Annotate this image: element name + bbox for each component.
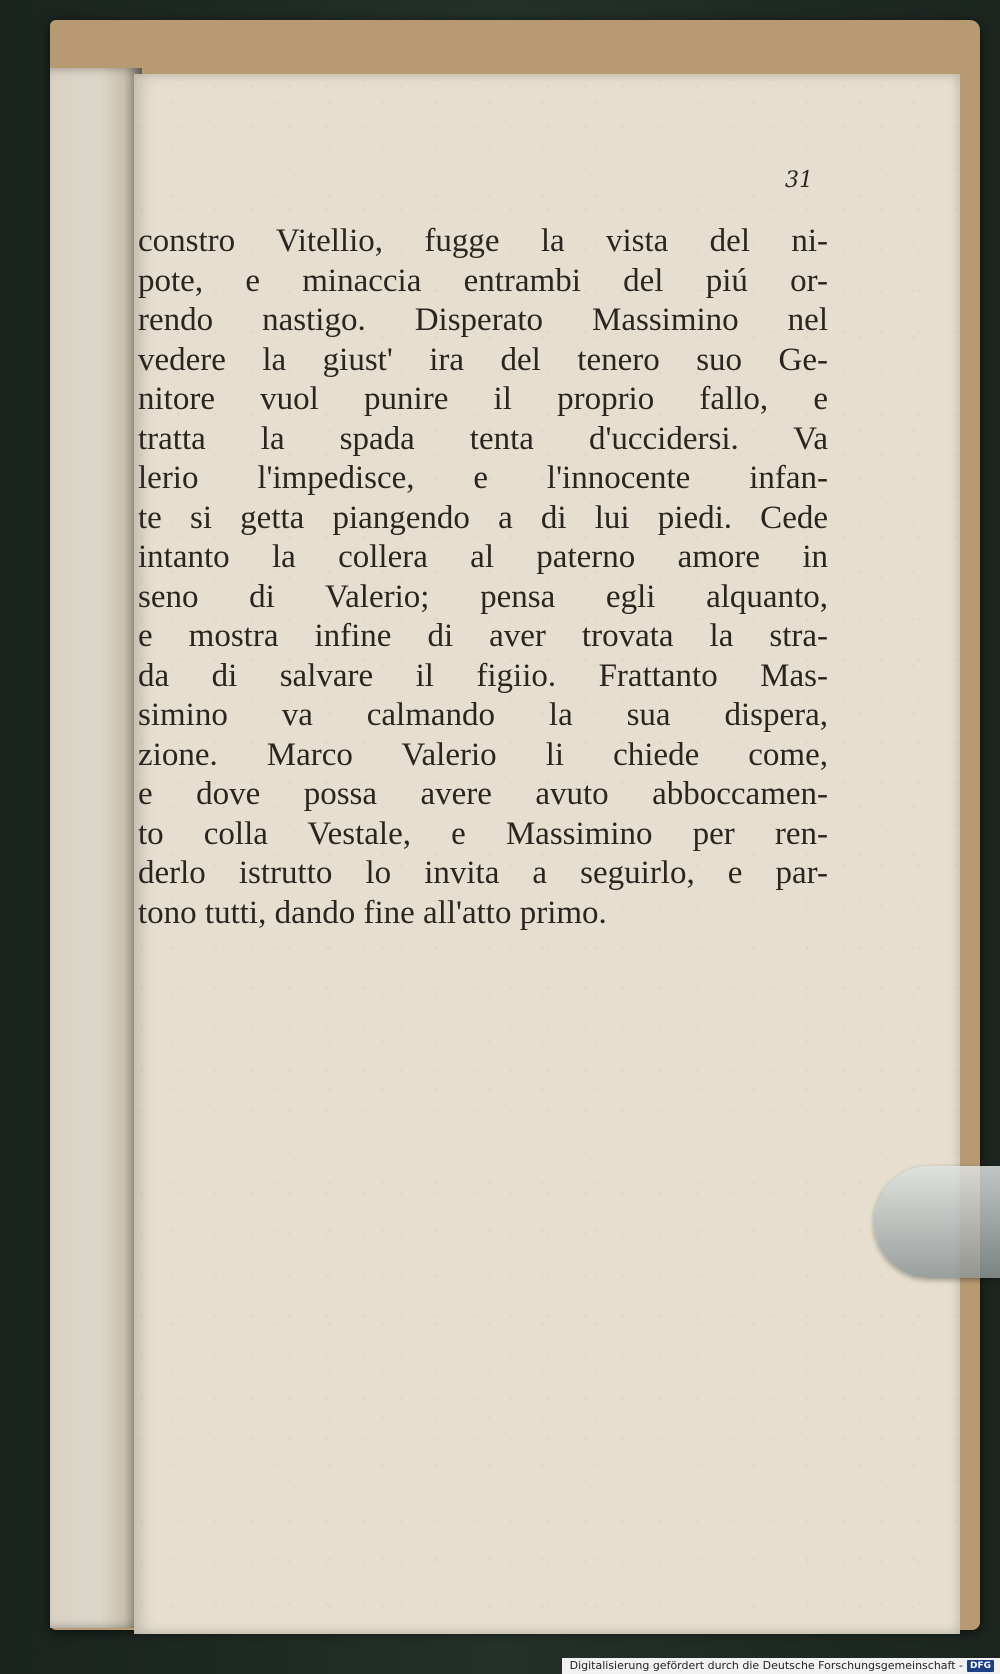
text-line: intanto la collera al paterno amore in xyxy=(138,539,828,575)
text-line: constro Vitellio, fugge la vista del ni- xyxy=(138,223,828,259)
text-line: tratta la spada tenta d'uccidersi. Va xyxy=(138,420,828,457)
text-line: e dove possa avere avuto abboccamen- xyxy=(138,776,828,812)
text-line: te si getta piangendo a di lui piedi. Cede xyxy=(138,499,828,536)
text-line: nitore vuol punire il proprio fallo, e xyxy=(138,381,828,417)
text-line: vedere la giust' ira del tenero suo Ge- xyxy=(138,341,828,378)
text-line: tono tutti, dando fine all'atto primo. xyxy=(138,894,607,931)
credit-text: Digitalisierung gefördert durch die Deutsche Forschungsgemeinschaft - xyxy=(569,1659,963,1672)
text-line: da di salvare il figiio. Frattanto Mas- xyxy=(138,657,828,694)
digitization-credit xyxy=(562,1658,1000,1674)
text-line: lerio l'impedisce, e l'innocente infan- xyxy=(138,460,828,496)
text-line: derlo istrutto lo invita a seguirlo, e par- xyxy=(138,855,828,891)
text-line: e mostra infine di aver trovata la stra- xyxy=(138,618,828,654)
page-text xyxy=(138,222,828,933)
text-line: zione. Marco Valerio li chiede come, xyxy=(138,736,828,773)
page-number: 31 xyxy=(785,168,813,193)
text-line: simino va calmando la sua dispera, xyxy=(138,697,828,733)
left-page-edge xyxy=(50,68,142,1628)
text-line: seno di Valerio; pensa egli alquanto, xyxy=(138,578,828,615)
text-line: pote, e minaccia entrambi del piú or- xyxy=(138,262,828,299)
text-line: rendo nastigo. Disperato Massimino nel xyxy=(138,302,828,338)
text-line: to colla Vestale, e Massimino per ren- xyxy=(138,815,828,852)
dfg-logo-icon: DFG xyxy=(967,1660,994,1672)
page-clip xyxy=(874,1166,1000,1278)
